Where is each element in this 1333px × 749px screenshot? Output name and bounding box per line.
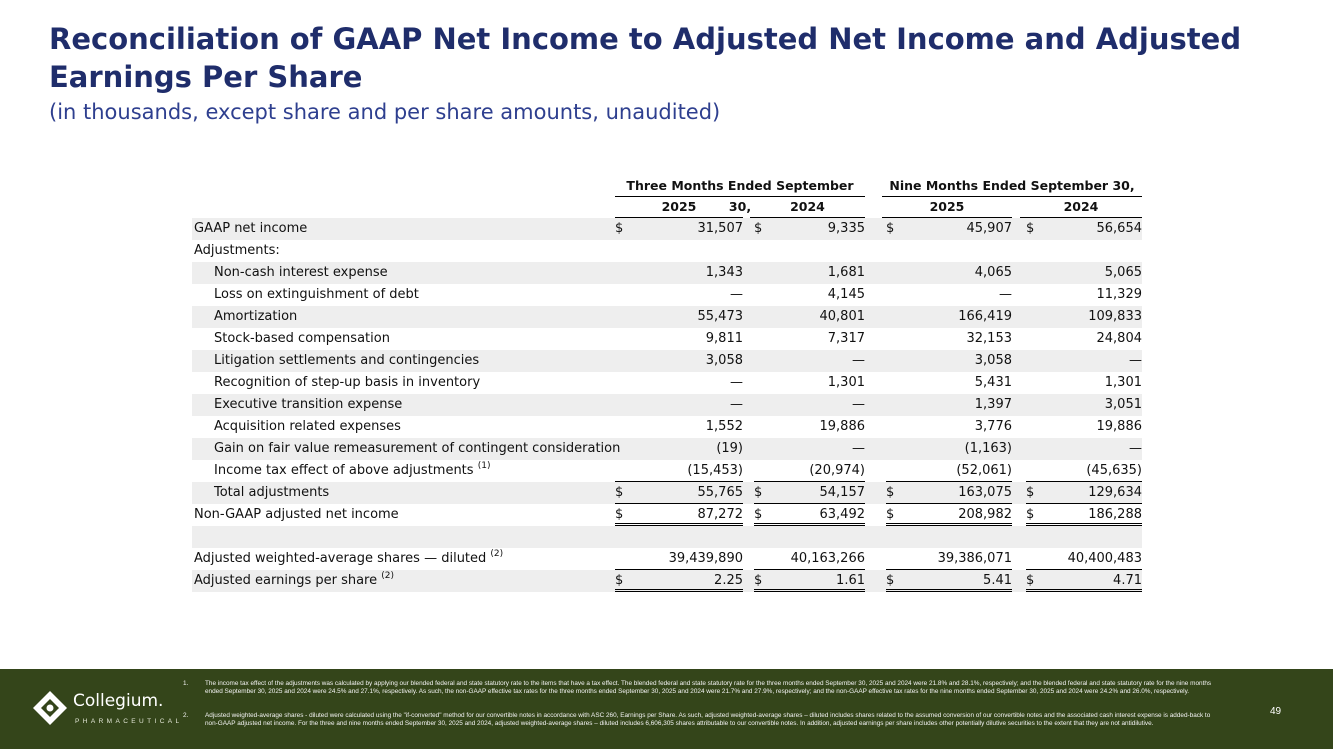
cell-value: 19,886 <box>1096 419 1142 434</box>
cell-value: 54,157 <box>819 485 865 500</box>
cell-value: (52,061) <box>956 463 1012 478</box>
table-row <box>192 328 1142 350</box>
currency-symbol: $ <box>615 485 624 500</box>
cell-value: (1,163) <box>964 441 1012 456</box>
row-label <box>194 218 307 240</box>
row-label-text: Amortization <box>214 309 298 324</box>
cell-value: 31,507 <box>697 221 743 236</box>
cell-value: 5,431 <box>974 375 1012 390</box>
row-label <box>214 460 490 482</box>
row-label <box>194 548 503 570</box>
cell-value: 3,058 <box>705 353 743 368</box>
cell-value: 186,288 <box>1088 507 1142 522</box>
cell-value: — <box>1129 353 1142 368</box>
currency-symbol: $ <box>886 485 895 500</box>
table-row <box>192 482 1142 504</box>
logo-wordmark: Collegium. <box>73 691 164 711</box>
cell-value: 208,982 <box>958 507 1012 522</box>
cell-value: 40,163,266 <box>790 551 865 566</box>
table-row <box>192 284 1142 306</box>
cell-value: 129,634 <box>1088 485 1142 500</box>
row-label-text: Loss on extinguishment of debt <box>214 287 419 302</box>
currency-symbol: $ <box>754 573 763 588</box>
collegium-diamond-logo-icon <box>31 689 69 727</box>
table-row <box>192 504 1142 526</box>
cell-value: 3,058 <box>974 353 1012 368</box>
cell-value: 2.25 <box>714 573 743 588</box>
cell-value: 1,681 <box>827 265 865 280</box>
cell-value: — <box>852 441 865 456</box>
row-label-text: Acquisition related expenses <box>214 419 401 434</box>
year-header-ytd-2025: 2025 <box>882 197 1012 218</box>
cell-value: 55,765 <box>697 485 743 500</box>
cell-value: 4.71 <box>1113 573 1142 588</box>
cell-value: (19) <box>716 441 743 456</box>
table-row <box>192 570 1142 592</box>
cell-value: (20,974) <box>809 463 865 478</box>
footnote-2: Adjusted weighted-average shares - diluted were calculated using the "if-converted" method for our convertible notes in accordance with ASC 260, Earnings per Share. As such, adjusted weighted-average shares – diluted includes shares related to the assumed conversion of our convertible notes and the associated cash interest expense is added-back to non-GAAP adjusted net income. For the three and nine months ended September 30, 2025 and 2024, adjusted weighted-average shares – diluted includes 6,606,305 shares attributable to our convertible notes. In addition, adjusted earnings per share includes other potentially dilutive securities to the extent that they are not antidilutive. <box>205 712 1211 728</box>
row-label <box>194 240 280 262</box>
cell-value: (15,453) <box>687 463 743 478</box>
currency-symbol: $ <box>886 507 895 522</box>
year-header-q-2025: 2025 <box>615 197 743 218</box>
cell-value: 45,907 <box>966 221 1012 236</box>
currency-symbol: $ <box>1026 507 1035 522</box>
cell-value: 1,343 <box>705 265 743 280</box>
currency-symbol: $ <box>754 507 763 522</box>
year-header-ytd-2024: 2024 <box>1020 197 1142 218</box>
cell-value: 19,886 <box>819 419 865 434</box>
table-row <box>192 438 1142 460</box>
row-label <box>214 350 479 372</box>
cell-value: (45,635) <box>1086 463 1142 478</box>
cell-value: — <box>730 375 743 390</box>
cell-value: 7,317 <box>827 331 865 346</box>
cell-value: 40,801 <box>819 309 865 324</box>
table-row <box>192 460 1142 482</box>
cell-value: 3,776 <box>974 419 1012 434</box>
currency-symbol: $ <box>1026 221 1035 236</box>
row-label <box>214 394 402 416</box>
company-logo <box>31 687 183 733</box>
cell-value: — <box>852 397 865 412</box>
table-row <box>192 218 1142 240</box>
footnote-1: The income tax effect of the adjustments was calculated by applying our blended federal and state statutory rate to the items that have a tax effect. The blended federal and state statutory rate for the three months ended September 30, 2025 and 2024 were 21.8% and 28.1%, respectively; and the blended federal and state statutory rate for the nine months ended September 30, 2025 and 2024 were 24.5% and 27.1%, respectively. As such, the non-GAAP effective tax rates for the three months ended September 30, 2025 and 2024 were 21.7% and 27.9%, respectively; and the non-GAAP effective tax rates for the nine months ended September 30, 2025 and 2024 were 24.2% and 26.0%, respectively. <box>205 680 1212 696</box>
row-label <box>214 482 329 504</box>
cell-value: 163,075 <box>958 485 1012 500</box>
currency-symbol: $ <box>886 221 895 236</box>
table-row <box>192 372 1142 394</box>
cell-value: 40,400,483 <box>1067 551 1142 566</box>
row-label-text: Income tax effect of above adjustments <box>214 463 474 478</box>
cell-value: 9,811 <box>705 331 743 346</box>
footnote-marker: (2) <box>490 549 504 559</box>
cell-value: 56,654 <box>1096 221 1142 236</box>
table-row <box>192 548 1142 570</box>
table-row <box>192 416 1142 438</box>
cell-value: 63,492 <box>819 507 865 522</box>
table-row <box>192 394 1142 416</box>
cell-value: 9,335 <box>827 221 865 236</box>
table-row <box>192 350 1142 372</box>
cell-value: 4,065 <box>974 265 1012 280</box>
row-label <box>194 504 399 526</box>
footnote-marker: (2) <box>381 571 395 581</box>
row-label-text: Adjusted earnings per share <box>194 573 378 588</box>
cell-value: 87,272 <box>697 507 743 522</box>
cell-value: 11,329 <box>1096 287 1142 302</box>
currency-symbol: $ <box>615 507 624 522</box>
group-header-three-months: Three Months Ended September 30, <box>615 175 865 197</box>
currency-symbol: $ <box>754 485 763 500</box>
table-row <box>192 262 1142 284</box>
page-title: Reconciliation of GAAP Net Income to Adjusted Net Income and Adjusted Earnings Per Share <box>49 22 1242 94</box>
cell-value: — <box>999 287 1012 302</box>
table-spacer-row <box>192 526 1142 548</box>
currency-symbol: $ <box>754 221 763 236</box>
cell-value: 1,301 <box>1104 375 1142 390</box>
row-label <box>214 372 480 394</box>
footnote-number-1: 1. <box>183 680 189 687</box>
row-label-text: Non-GAAP adjusted net income <box>194 507 399 522</box>
row-label-text: Adjusted weighted-average shares — diluted <box>194 551 487 566</box>
cell-value: 5,065 <box>1104 265 1142 280</box>
currency-symbol: $ <box>1026 573 1035 588</box>
row-label <box>214 438 620 460</box>
row-label-text: Gain on fair value remeasurement of contingent consideration <box>214 441 621 456</box>
cell-value: 39,439,890 <box>668 551 743 566</box>
cell-value: 5.41 <box>983 573 1012 588</box>
currency-symbol: $ <box>615 221 624 236</box>
cell-value: — <box>730 287 743 302</box>
cell-value: — <box>852 353 865 368</box>
row-label <box>214 416 401 438</box>
page-subtitle: (in thousands, except share and per share amounts, unaudited) <box>49 100 721 124</box>
footnote-number-2: 2. <box>183 712 189 719</box>
cell-value: 39,386,071 <box>937 551 1012 566</box>
cell-value: 1,552 <box>705 419 743 434</box>
row-label-text: Adjustments: <box>194 243 280 258</box>
cell-value: 4,145 <box>827 287 865 302</box>
year-header-q-2024: 2024 <box>750 197 865 218</box>
row-label-text: Recognition of step-up basis in inventory <box>214 375 481 390</box>
row-label <box>194 570 394 592</box>
cell-value: 1,397 <box>974 397 1012 412</box>
row-label <box>214 328 390 350</box>
logo-subtitle: PHARMACEUTICAL <box>75 718 183 725</box>
row-label-text: Stock-based compensation <box>214 331 390 346</box>
currency-symbol: $ <box>615 573 624 588</box>
currency-symbol: $ <box>1026 485 1035 500</box>
row-label <box>214 262 388 284</box>
row-label <box>214 284 419 306</box>
cell-value: 24,804 <box>1096 331 1142 346</box>
row-label-text: Total adjustments <box>214 485 330 500</box>
cell-value: — <box>730 397 743 412</box>
currency-symbol: $ <box>886 573 895 588</box>
cell-value: 166,419 <box>958 309 1012 324</box>
table-row <box>192 240 1142 262</box>
cell-value: 1.61 <box>836 573 865 588</box>
page-number: 49 <box>1270 706 1282 717</box>
cell-value: 55,473 <box>697 309 743 324</box>
group-header-nine-months: Nine Months Ended September 30, <box>882 175 1142 197</box>
footnote-marker: (1) <box>477 461 491 471</box>
cell-value: 32,153 <box>966 331 1012 346</box>
row-label-text: Non-cash interest expense <box>214 265 388 280</box>
cell-value: — <box>1129 441 1142 456</box>
cell-value: 1,301 <box>827 375 865 390</box>
row-label-text: Executive transition expense <box>214 397 403 412</box>
row-label-text: Litigation settlements and contingencies <box>214 353 480 368</box>
row-label-text: GAAP net income <box>194 221 308 236</box>
row-label <box>214 306 297 328</box>
cell-value: 109,833 <box>1088 309 1142 324</box>
cell-value: 3,051 <box>1104 397 1142 412</box>
table-row <box>192 306 1142 328</box>
